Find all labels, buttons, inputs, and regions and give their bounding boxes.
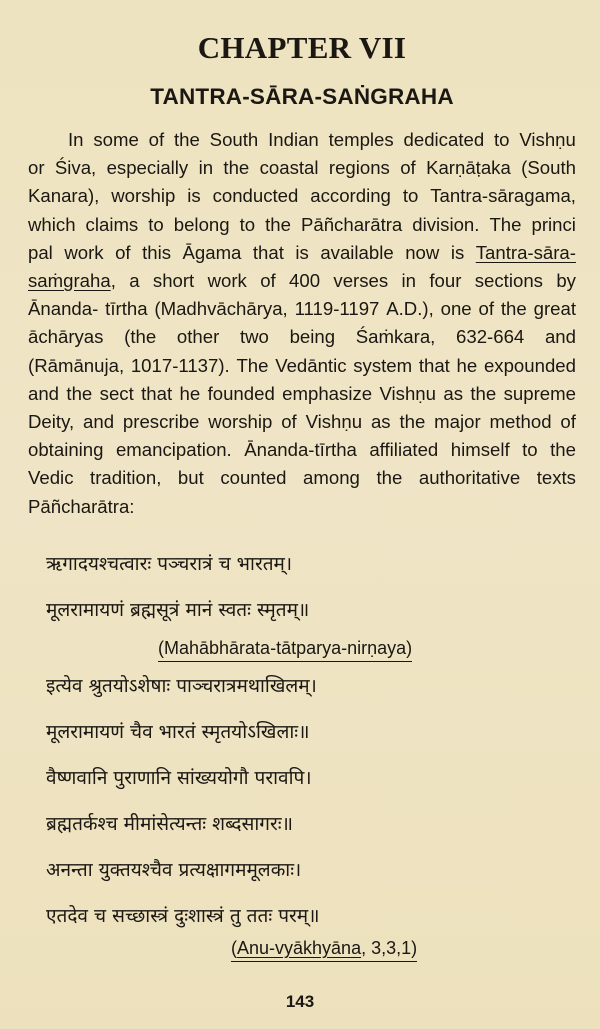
word: in: [198, 157, 214, 179]
word: emancipation.: [115, 439, 232, 461]
word: pal: [28, 241, 53, 263]
word: Āgama: [182, 241, 242, 263]
word: is: [187, 185, 201, 207]
word: to: [239, 213, 256, 235]
page-number: 143: [285, 992, 315, 1011]
word: tradition,: [90, 467, 162, 489]
word: sections: [474, 270, 543, 292]
paragraph-line: [28, 154, 576, 182]
word: 1119-1197: [294, 298, 380, 320]
word: The: [489, 213, 522, 235]
word: Kanara),: [28, 185, 100, 207]
paragraph-line: [28, 126, 576, 154]
word: according: [310, 185, 391, 207]
word: system: [353, 354, 413, 376]
paragraph-line: [28, 295, 576, 323]
word: to: [494, 129, 510, 150]
citation-source: [231, 938, 417, 962]
word: belong: [173, 213, 230, 235]
word: method: [489, 411, 552, 433]
paragraph-line: [28, 267, 576, 295]
word: (the: [124, 326, 157, 348]
citation-ref: , 3,3,1): [361, 937, 418, 958]
word: the: [173, 129, 200, 150]
word: founded: [207, 382, 275, 404]
word: to: [522, 439, 538, 461]
word: that: [418, 354, 450, 376]
word: among: [303, 467, 360, 489]
body-paragraph: [28, 126, 576, 521]
paragraph-line: [28, 323, 576, 351]
word: 400: [289, 270, 321, 292]
word: a: [129, 270, 140, 292]
word: of: [400, 157, 416, 179]
verse-line: ब्रह्मतर्कश्च मीमांसेत्यन्तः शब्दसागरः॥: [46, 812, 293, 835]
word: the: [550, 439, 576, 461]
word: major: [434, 411, 481, 433]
word: being: [289, 326, 336, 348]
word: and: [28, 382, 60, 404]
word: to: [402, 185, 419, 207]
paragraph-line: [28, 352, 576, 380]
word: worship: [208, 411, 273, 433]
word: princi: [531, 213, 576, 235]
word: the: [399, 411, 426, 433]
word: the: [66, 382, 93, 404]
word: coastal: [259, 157, 319, 179]
word: himself: [450, 439, 510, 461]
word: especially: [106, 157, 189, 179]
word: conducted: [212, 185, 299, 207]
word: of: [560, 411, 576, 433]
word: available: [320, 241, 394, 263]
word: Śiva,: [54, 157, 97, 179]
word: Vedāntic: [275, 354, 347, 376]
word: in: [401, 270, 417, 292]
word: of: [115, 241, 131, 263]
word: four: [429, 270, 462, 292]
paragraph-line: [28, 380, 576, 408]
word: obtaining: [28, 439, 104, 461]
word: Pāñcharātra:: [28, 495, 135, 517]
chapter-heading: CHAPTER VII: [197, 30, 407, 65]
word: Śaṁkara,: [355, 326, 436, 348]
word: tīrtha: [105, 298, 148, 320]
verse-line: अनन्ता युक्तयश्चैव प्रत्यक्षागममूलकाः।: [46, 858, 302, 881]
word: Vedic: [28, 467, 74, 489]
word: two: [239, 326, 269, 348]
word: which: [28, 213, 76, 235]
paragraph-line: [28, 408, 576, 436]
citation: [46, 937, 576, 959]
verse-line: मूलरामायणं चैव भारतं स्मृतयोऽखिलाः॥: [46, 720, 310, 743]
word: one: [440, 298, 472, 320]
paragraph-line: [28, 239, 576, 267]
word: and: [544, 326, 576, 348]
word: claims: [85, 213, 139, 235]
word: that: [141, 382, 173, 404]
word: (Rāmānuja,: [28, 354, 125, 376]
word: Deity,: [28, 411, 75, 433]
verse-line: मूलरामायणं ब्रह्मसूत्रं मानं स्वतः स्मृतम्॥: [46, 598, 310, 621]
word: the: [265, 213, 291, 235]
word: sect: [99, 382, 134, 404]
word: regions: [328, 157, 390, 179]
word: of: [478, 298, 495, 320]
word: emphasize: [282, 382, 373, 404]
word: the: [223, 157, 250, 179]
word: South: [209, 129, 259, 150]
word: or: [28, 157, 45, 179]
word: prescribe: [122, 411, 200, 433]
word: temples: [328, 129, 394, 150]
paragraph-line: [28, 182, 576, 210]
word: saṁgraha,: [28, 270, 116, 292]
word: the: [500, 298, 527, 320]
word: A.D.),: [386, 298, 434, 320]
word: Vishṇu: [305, 411, 363, 433]
word: but: [177, 467, 204, 489]
word: The: [236, 354, 269, 376]
word: some: [93, 129, 139, 150]
word: 1017-1137).: [130, 354, 230, 376]
word: as: [443, 382, 464, 404]
word: affiliated: [369, 439, 439, 461]
word: division.: [412, 213, 480, 235]
word: dedicated: [403, 129, 485, 150]
word: great: [533, 298, 576, 320]
word: Karṇāṭaka: [426, 157, 511, 179]
word: (Madhvāchārya,: [154, 298, 288, 320]
word: as: [370, 411, 391, 433]
word: the: [470, 382, 497, 404]
word: In: [68, 129, 84, 150]
word: he: [456, 354, 478, 376]
word: work: [64, 241, 104, 263]
word: by: [556, 270, 576, 292]
word: and: [83, 411, 115, 433]
word: texts: [536, 467, 576, 489]
citation-source: (Mahābhārata-tātparya-nirṇaya): [158, 638, 412, 662]
citation-open: (: [231, 937, 237, 958]
citation-work: Anu-vyākhyāna: [237, 937, 362, 958]
word: of: [260, 270, 276, 292]
word: expounded: [483, 354, 576, 376]
word: (South: [521, 157, 576, 179]
word: 632-664: [456, 326, 525, 348]
word: this: [142, 241, 171, 263]
word: to: [148, 213, 164, 235]
paragraph-line: [28, 493, 576, 521]
verse-line: एतदेव च सच्छास्त्रं दुःशास्त्रं तु ततः परम्॥: [46, 904, 320, 927]
verse-line: वैष्णवानि पुराणानि सांख्ययोगौ परावपि।: [46, 766, 312, 789]
word: short: [152, 270, 195, 292]
chapter-title: TANTRA-SĀRA-SAṄGRAHA: [150, 84, 454, 109]
verse-line: इत्येव श्रुतयोऽशेषाः पाञ्चरात्रमथाखिलम्।: [46, 674, 317, 697]
word: counted: [220, 467, 287, 489]
paragraph-line: [28, 211, 576, 239]
word: is: [450, 241, 465, 263]
word: Tantra-sāragama,: [430, 185, 576, 207]
paragraph-line: [28, 436, 576, 464]
word: supreme: [503, 382, 576, 404]
word: Vishṇu: [519, 129, 576, 150]
sanskrit-quotation: [28, 551, 576, 959]
word: Pāñcharātra: [300, 213, 403, 235]
word: Tantra-sāra-: [475, 241, 576, 263]
word: that: [252, 241, 284, 263]
word: Ānanda-tīrtha: [244, 439, 357, 461]
word: Vishṇu: [379, 382, 436, 404]
word: worship: [111, 185, 176, 207]
word: authoritative: [418, 467, 521, 489]
word: Indian: [268, 129, 319, 150]
word: āchāryas: [28, 326, 104, 348]
word: the: [376, 467, 403, 489]
citation: [46, 637, 576, 659]
word: he: [179, 382, 201, 404]
word: other: [176, 326, 220, 348]
word: now: [405, 241, 440, 263]
word: of: [148, 129, 165, 150]
word: is: [295, 241, 309, 263]
word: Ānanda-: [28, 298, 99, 320]
paragraph-line: [28, 464, 576, 492]
word: verses: [333, 270, 389, 292]
verse-line: ऋगादयश्चत्वारः पञ्चरात्रं च भारतम्।: [46, 552, 293, 575]
word: work: [207, 270, 247, 292]
word: of: [281, 411, 297, 433]
